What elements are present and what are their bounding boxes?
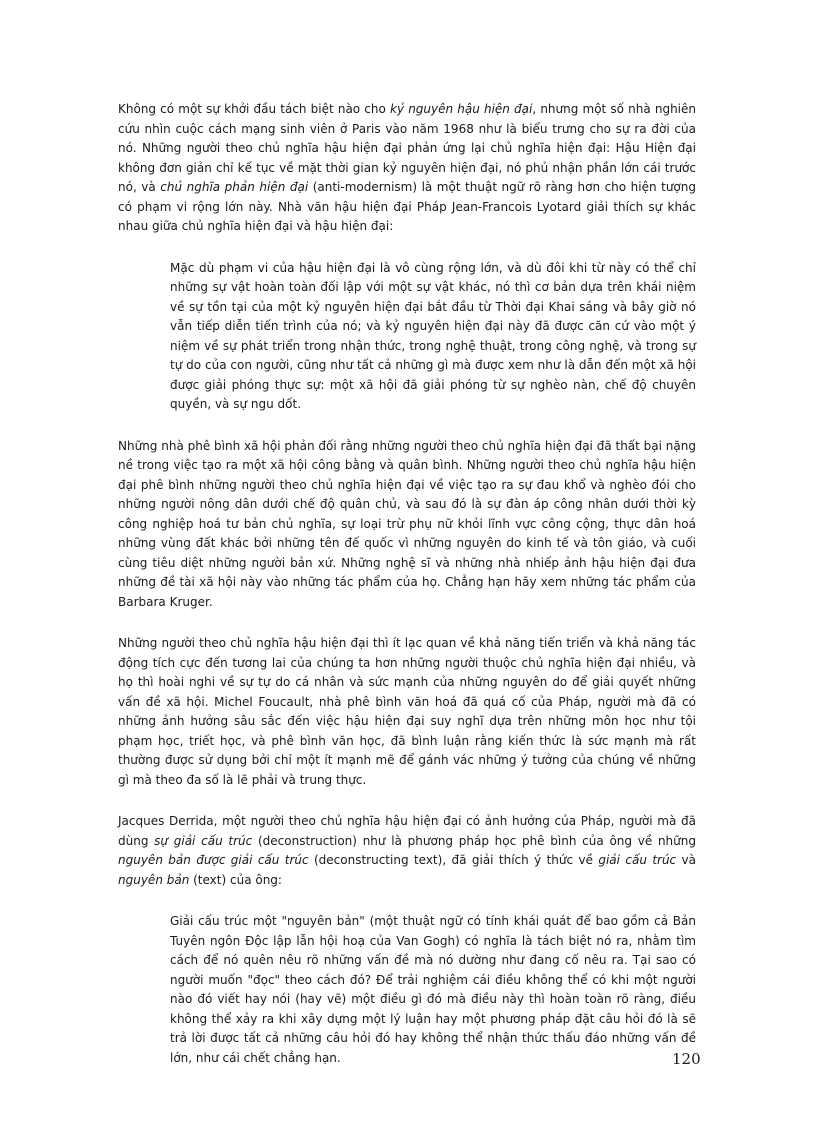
document-body: [118, 100, 696, 1090]
text-run: (anti-modernism) là một thuật ngữ rõ ràng hơn cho hiện tượng có phạm vi rộng lớn này. Nhà văn hậu hiện đại Pháp Jean-Francois Lyotard giải thích sự khác nhau giữa chủ nghĩa hiện đại và hậu hiện đại:: [118, 180, 697, 233]
italic-term: giải cấu trúc: [598, 853, 677, 867]
paragraph-3: Những người theo chủ nghĩa hậu hiện đại thì ít lạc quan về khả năng tiến triển và khả năng tác động tích cực đến tương lai của chúng ta hơn những người thuộc chủ nghĩa hiện đại nhiều, và họ thì hoài nghi về sự tự do cá nhân và sức mạnh của những nguyên do để giải quyết những vấn đề xã hội. Michel Foucault, nhà phê bình văn hoá đã quá cố của Pháp, người mà đã có những ảnh hưởng sâu sắc đến việc hậu hiện đại suy nghĩ dựa trên những môn học như tội phạm học, triết học, và phê bình văn học, đã bình luận rằng kiến thức là sức mạnh mà rất thường được sử dụng bởi chỉ một ít mạnh mẽ để gánh vác những ý tưởng của chúng về những gì mà theo đa số là lẽ phải và trung thực.: [118, 636, 696, 787]
block-quote-2: [170, 912, 696, 1068]
quote-text: Mặc dù phạm vi của hậu hiện đại là vô cùng rộng lớn, và dù đôi khi từ này có thể chỉ những sự vật hoàn toàn đối lập với một sự vật khác, nó thì cơ bản dựa trên khái niệm về sự tồn tại của một kỷ nguyên hiện đại bắt đầu từ Thời đại Khai sáng và bây giờ nó vẫn tiếp diễn tiến trình của nó; và kỷ nguyên hiện đại này đã được căn cứ vào một ý niệm về sự phát triển trong nhận thức, trong nghệ thuật, trong công nghệ, và trong sự tự do của con người, cũng như tất cả những gì mà được xem như là dẫn đến một xã hội được giải phóng thực sự: một xã hội đã giải phóng từ sự nghèo nàn, chế độ chuyên quyền, và sự ngu dốt.: [170, 260, 696, 411]
page-number: 120: [672, 1050, 701, 1068]
text-run: Không có một sự khởi đầu tách biệt nào cho: [118, 102, 390, 116]
paragraph-4: [118, 812, 696, 890]
italic-term: sự giải cấu trúc: [154, 833, 253, 848]
text-run: (deconstruction) như là phương pháp học phê bình của ông về những: [252, 833, 696, 848]
block-quote-1: [170, 259, 696, 415]
text-run: Jacques Derrida, một người theo chủ nghĩa hậu hiện đại có ảnh hưởng của Pháp, người mà đã dùng: [118, 814, 696, 848]
paragraph-2: Những nhà phê bình xã hội phản đối rằng những người theo chủ nghĩa hiện đại đã thất bại nặng nề trong việc tạo ra một xã hội công bằng và quân bình. Những người theo chủ nghĩa hậu hiện đại phê bình những người theo chủ nghĩa hiện đại về việc tạo ra sự đau khổ và nghèo đói cho những người nông dân dưới chế độ quân chủ, và sau đó là sự đàn áp công nhân dưới thời kỳ công nghiệp hoá tư bản chủ nghĩa, sự loại trừ phụ nữ khỏi lĩnh vực công cộng, thực dân hoá những vùng đất khác bởi những tên đế quốc vì những nguyên do kinh tế và tôn giáo, và cuối cùng tiêu diệt những người bản xứ. Những nghệ sĩ và những nhà nhiếp ảnh hậu hiện đại đưa những đề tài xã hội này vào những tác phẩm của họ. Chẳng hạn hãy xem những tác phẩm của Barbara Kruger.: [118, 438, 696, 609]
italic-term: nguyên bản được giải cấu trúc: [118, 853, 309, 867]
paragraph-1: [118, 100, 696, 237]
text-run: , nhưng một số nhà nghiên cứu nhìn cuộc cách mạng sinh viên ở Paris vào năm 1968 như là biểu trưng cho sự ra đời của nó. Những người theo chủ nghĩa hậu hiện đại phản ứng lại chủ nghĩa hiện đại: Hậu Hiện đại không đơn giản chỉ kế tục về mặt thời gian kỷ nguyên hiện đại, nó phủ nhận phần lớn cái trước nó, và: [118, 102, 696, 194]
quote-text: Giải cấu trúc một "nguyên bản" (một thuật ngữ có tính khái quát để bao gồm cả Bản Tuyên ngôn Độc lập lẫn hội hoạ của Van Gogh) có nghĩa là tách biệt nó ra, nhằm tìm cách để nó quên nêu rõ những vấn đề mà nó dường như đang cố nêu ra. Tại sao có người muốn "đọc" theo cách đó? Để trải nghiệm cái điều không thể có khi một người nào đó viết hay nói (hay vẽ) một điều gì đó mà điều này thì hoàn toàn rõ ràng, điều không thể xảy ra khi xây dựng một lý luận hay một phương pháp đặt câu hỏi đó là sẽ trả lời được tất cả những câu hỏi đó hay không thể nhận thức thấu đáo những vấn đề lớn, như cái chết chẳng hạn.: [170, 914, 696, 1065]
italic-term: nguyên bản: [118, 872, 190, 887]
italic-term: chủ nghĩa phản hiện đại: [160, 180, 309, 194]
text-run: (text) của ông:: [189, 872, 282, 887]
text-run: (deconstructing text), đã giải thích ý thức về: [308, 853, 599, 867]
text-run: và: [676, 853, 697, 867]
italic-term: kỷ nguyên hậu hiện đại: [390, 102, 533, 116]
